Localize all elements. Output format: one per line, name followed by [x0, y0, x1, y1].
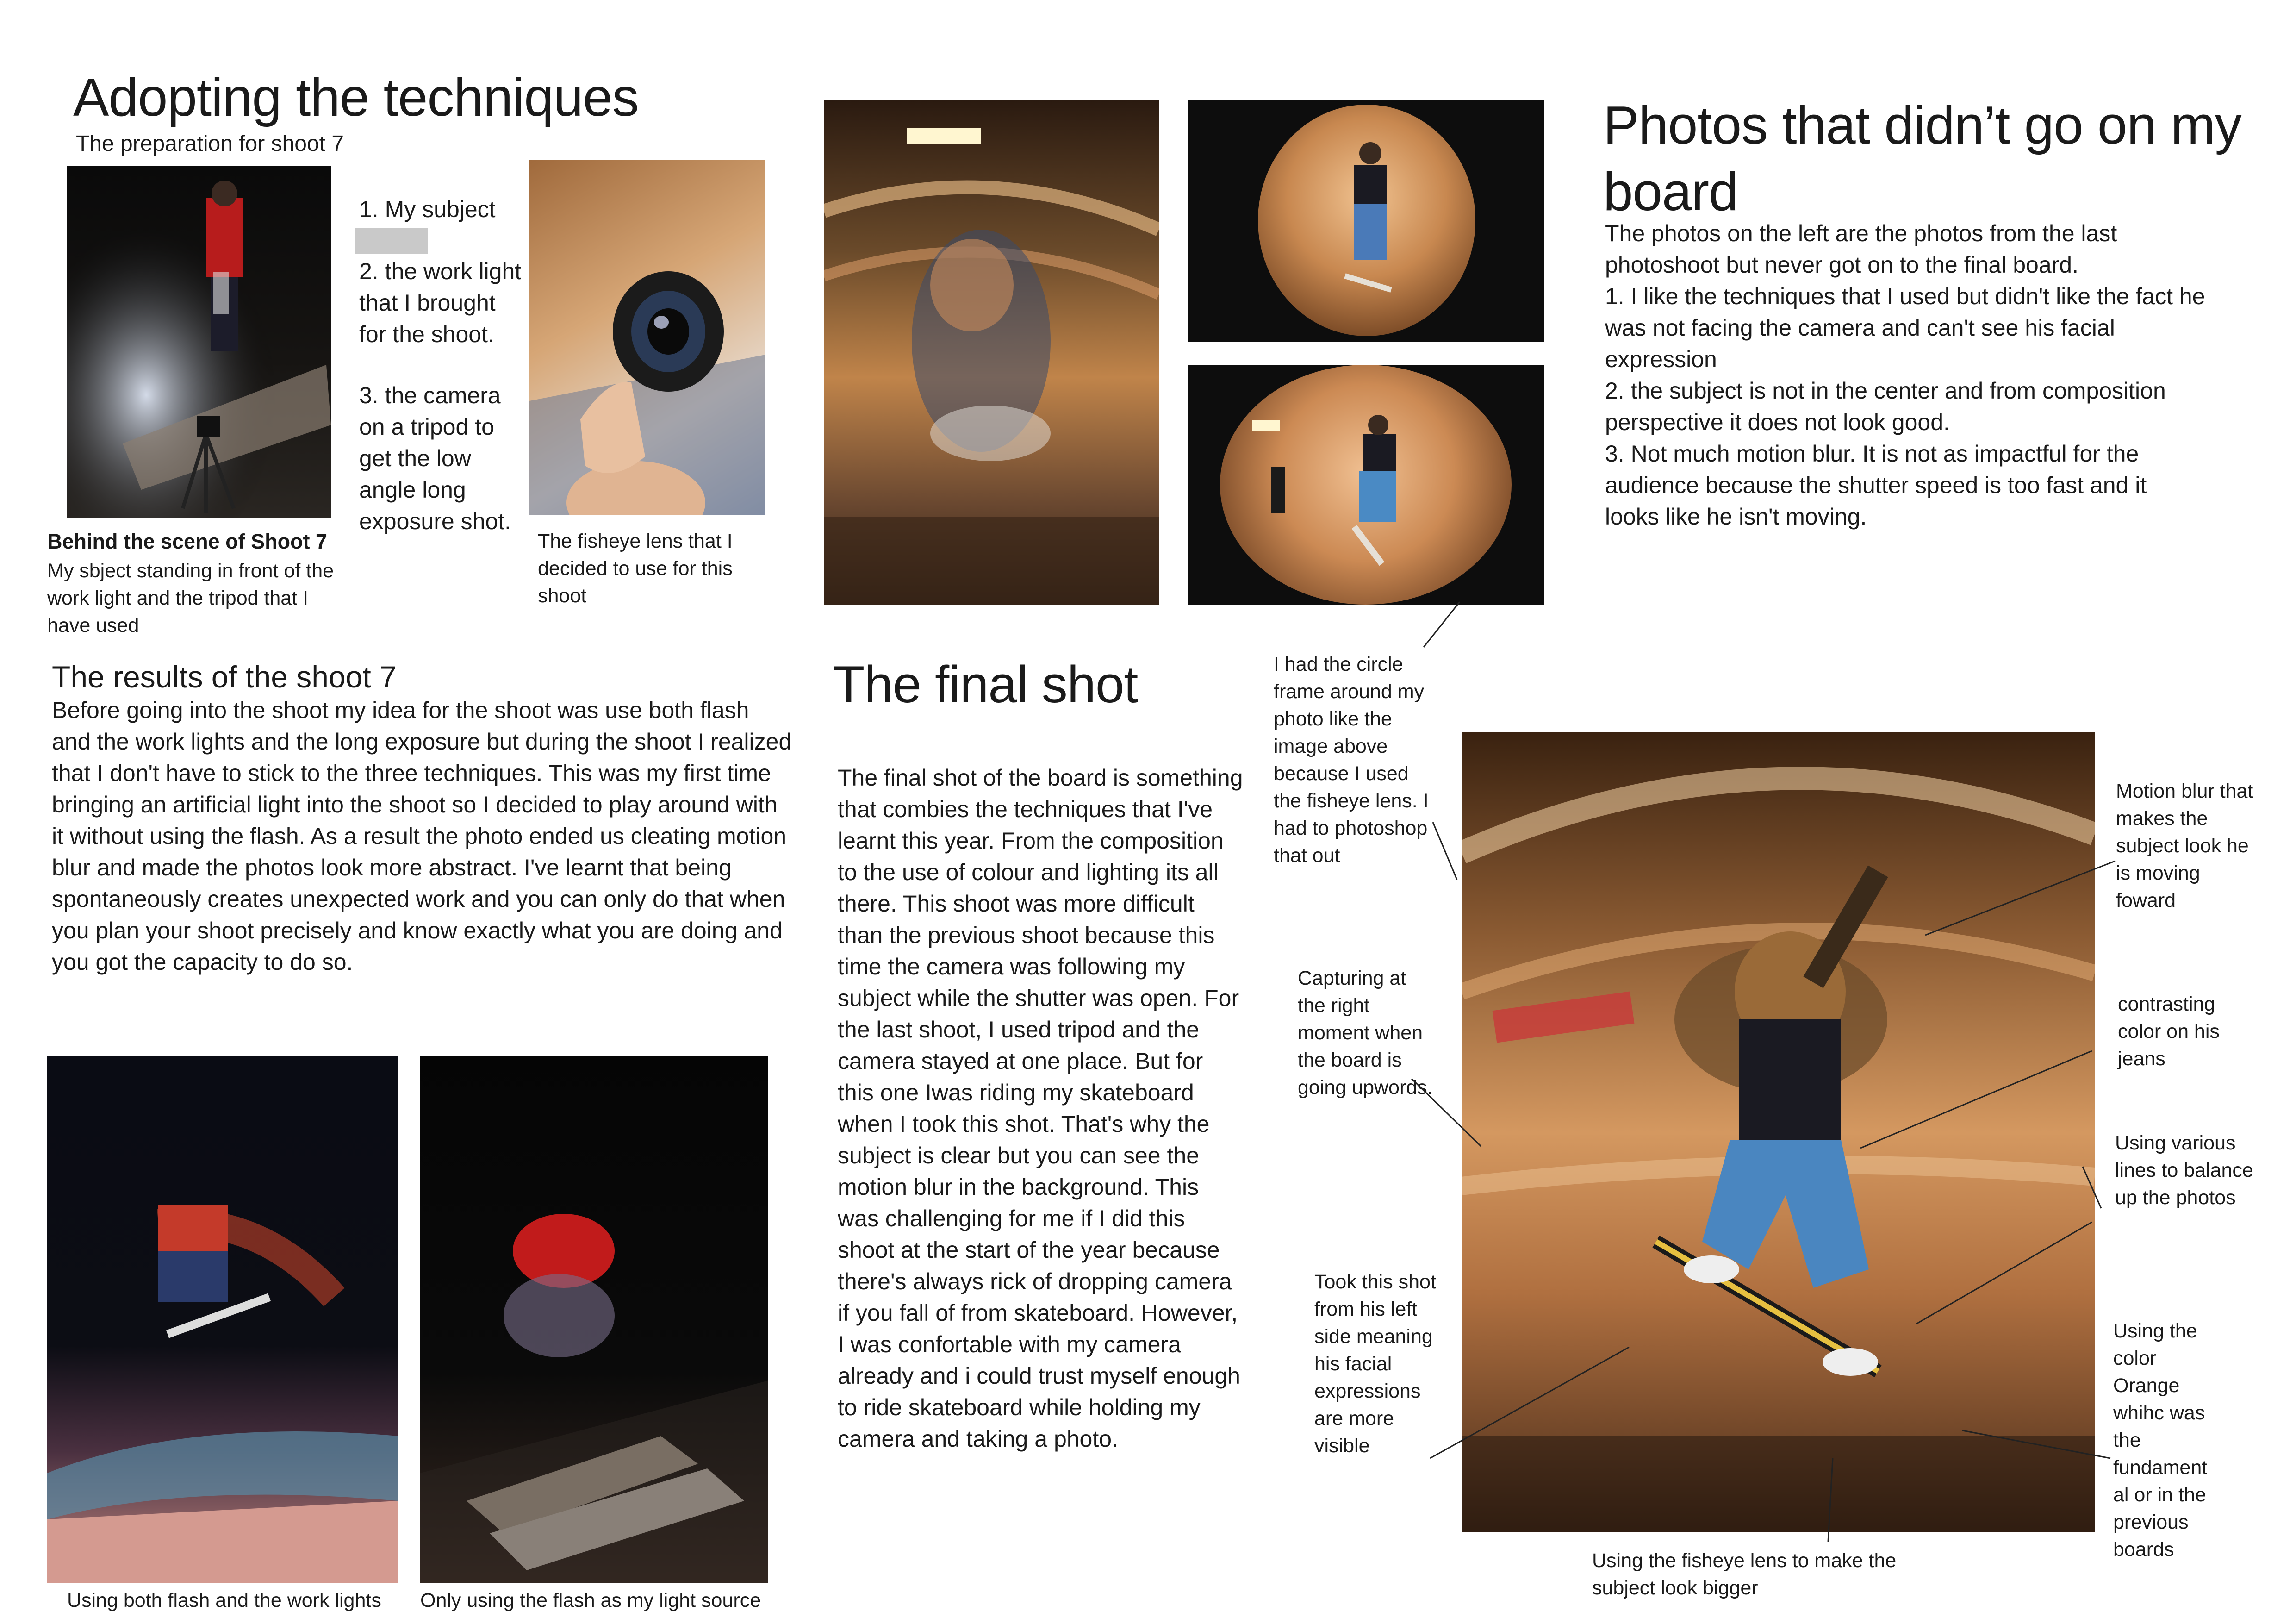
- fisheye-lens-photo: [529, 160, 765, 515]
- caption-flash-and-work-lights: Using both flash and the work lights: [67, 1589, 381, 1612]
- final-shot-text: The final shot of the board is something that combies the techniques that I've learnt this year. From the composition to the use of colour and lighting its all there. This shoot was more difficult than the previous shoot because this time the camera was following my subject while the shutter was open. For the last shoot, I used tripod and the camera stayed at one place. But for this one Iwas riding my skateboard when I took this shot. That's why the subject is clear but you can see the motion blur in the background. This was challenging for me if I did this shoot at the start of the year because there's always rick of dropping camera if you fall of from skateboard. However, I was confortable with my camera already and i could trust myself enough to ride skateboard while holding my camera and taking a photo.: [838, 765, 1243, 1452]
- annotation-fisheye-bigger: Using the fisheye lens to make the subject look bigger: [1592, 1549, 1897, 1599]
- annotation-circle-frame: I had the circle frame around my photo like the image above because I used the fisheye lens. I had to photoshop that out: [1274, 653, 1429, 867]
- annotation-left-side: Took this shot from his left side meaning his facial expressions are more visible: [1314, 1271, 1436, 1457]
- flash-only-photo: [420, 1056, 768, 1583]
- page-title: Adopting the techniques: [73, 67, 639, 127]
- annotation-motion-blur: Motion blur that makes the subject look he is moving foward: [2116, 780, 2253, 912]
- behind-the-scenes-photo: [67, 166, 331, 518]
- fisheye-circle-photo-bottom: [1188, 365, 1544, 605]
- preparation-list-item-2: 2. the work light that I brought for the shoot.: [359, 258, 522, 347]
- page-subtitle: The preparation for shoot 7: [76, 131, 344, 156]
- annotation-contrasting-color: contrasting color on his jeans: [2118, 993, 2220, 1070]
- unused-photos-text-2: 2. the subject is not in the center and from composition perspective it does not look good.: [1605, 378, 2166, 435]
- annotation-various-lines: Using various lines to balance up the photos: [2115, 1132, 2253, 1209]
- final-shot-photo: [1462, 732, 2095, 1532]
- bts-caption-title: Behind the scene of Shoot 7: [47, 530, 328, 553]
- bts-caption-text: My sbject standing in front of the work light and the tripod that I have used: [47, 560, 334, 637]
- annotation-right-moment: Capturing at the right moment when the board is going upwords.: [1298, 967, 1433, 1099]
- preparation-list-item-1: 1. My subject: [359, 196, 496, 222]
- lens-caption: The fisheye lens that I decided to use for this shoot: [538, 530, 733, 607]
- fisheye-circle-photo-top: [1188, 100, 1544, 342]
- results-title: The results of the shoot 7: [52, 660, 397, 694]
- blurred-skate-photo: [824, 100, 1159, 605]
- unused-photos-text-3: 3. Not much motion blur. It is not as impactful for the audience because the shutter speed is too fast and it looks like he isn't moving.: [1605, 441, 2147, 530]
- results-text: Before going into the shoot my idea for the shoot was use both flash and the work lights and the long exposure but during the shoot I realized that I don't have to stick to the three techniques. This was my first time bringing an artificial light into the shoot so I decided to play around with it without using the flash. As a result the photo ended us cleating motion blur and made the photos look more abstract. I've learnt that being spontaneously creates unexpected work and you can only do that when you plan your shoot precisely and know exactly what you are doing and you got the capacity to do so.: [52, 697, 792, 975]
- flash-and-work-lights-photo: [47, 1056, 398, 1583]
- caption-flash-only: Only using the flash as my light source: [420, 1589, 761, 1612]
- preparation-list-item-3: 3. the camera on a tripod to get the low angle long exposure shot.: [359, 382, 511, 534]
- unused-photos-title: Photos that didn’t go on my board: [1603, 95, 2241, 222]
- annotation-orange-color: Using the color Orange whihc was the fundament al or in the previous boards: [2113, 1320, 2208, 1561]
- unused-photos-text-1: 1. I like the techniques that I used but didn't like the fact he was not facing the camera and can't see his facial expression: [1605, 283, 2205, 372]
- redacted-text: [355, 228, 428, 254]
- final-shot-title: The final shot: [833, 656, 1138, 713]
- unused-photos-text-0: The photos on the left are the photos from the last photoshoot but never got on to the final board.: [1605, 220, 2117, 278]
